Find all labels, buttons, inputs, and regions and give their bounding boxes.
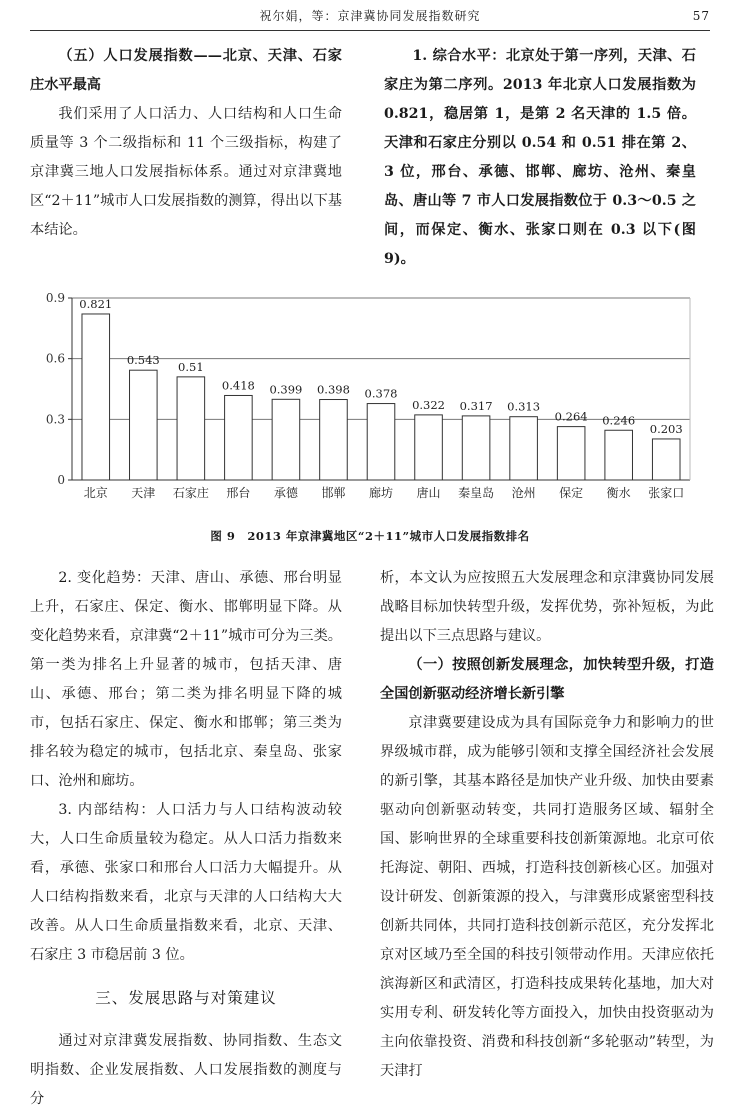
data-label: 0.821 — [79, 296, 113, 311]
left-column-bottom — [30, 564, 342, 1114]
bar — [557, 427, 585, 480]
bar — [462, 416, 490, 480]
x-tick-label: 秦皇岛 — [458, 486, 495, 500]
section-heading-suggestions: 三、发展思路与对策建议 — [95, 989, 277, 1007]
paragraph-population-intro: 我们采用了人口活力、人口结构和人口生命质量等 3 个二级指标和 11 个三级指标，构建了京津冀三地人口发展指标体系。通过对京津冀地区“2＋11”城市人口发展指数的测算，得出以下基本结论。 — [30, 106, 342, 238]
data-label: 0.203 — [649, 421, 683, 436]
x-tick-label: 廊坊 — [368, 486, 394, 500]
data-label: 0.246 — [602, 413, 636, 428]
running-head — [30, 0, 710, 31]
data-label: 0.322 — [412, 397, 446, 412]
figure-caption: 图 9 2013 年京津冀地区“2＋11”城市人口发展指数排名 — [210, 529, 530, 543]
bar — [130, 370, 158, 480]
x-tick-label: 北京 — [83, 486, 108, 500]
running-title: 祝尔娟，等：京津冀协同发展指数研究 — [259, 8, 481, 23]
y-tick-label: 0.3 — [45, 412, 65, 427]
data-label: 0.317 — [459, 398, 493, 413]
data-label: 0.418 — [221, 378, 255, 393]
right-column-top — [384, 42, 696, 274]
data-label: 0.398 — [316, 382, 350, 397]
right-column-bottom — [380, 564, 714, 1086]
data-label: 0.264 — [554, 409, 588, 424]
subheading-innovation: （一）按照创新发展理念，加快转型升级，打造全国创新驱动经济增长新引擎 — [380, 657, 714, 702]
paragraph-trend: 2. 变化趋势：天津、唐山、承德、邢台明显上升，石家庄、保定、衡水、邯郸明显下降。从变化趋势来看，京津冀“2＋11”城市可分为三类。第一类为排名上升显著的城市，包括天津、唐山、承德、邢台；第二类为排名明显下降的城市，包括石家庄、保定、衡水和邯郸；第三类为排名较为稳定的城市，包括北京、秦皇岛、张家口、沧州和廊坊。 — [30, 570, 342, 789]
x-tick-label: 张家口 — [648, 486, 685, 500]
paragraph-structure: 3. 内部结构：人口活力与人口结构波动较大，人口生命质量较为稳定。从人口活力指数来看，承德、张家口和邢台人口活力大幅提升。从人口结构指数来看，北京与天津的人口结构大大改善。从人口生命质量指数来看，北京、天津、石家庄 3 市稳居前 3 位。 — [30, 802, 342, 963]
y-tick-label: 0.6 — [45, 351, 65, 366]
bar-chart — [30, 282, 710, 512]
bar — [320, 400, 348, 480]
paragraph-overall-level: 1. 综合水平：北京处于第一序列，天津、石家庄为第二序列。2013 年北京人口发展指数为 0.821，稳居第 1，是第 2 名天津的 1.5 倍。天津和石家庄分别以 0.54 和 0.51 排在第 2、3 位，邢台、承德、邯郸、廊坊、沧州、秦皇岛、唐山等 7 市人口发展指数位于 0.3～0.5 之间，而保定、衡水、张家口则在 0.3 以下(图 9)。 — [384, 48, 696, 267]
bar — [415, 415, 443, 480]
paragraph-suggestions-intro: 通过对京津冀发展指数、协同指数、生态文明指数、企业发展指数、人口发展指数的测度与分 — [30, 1033, 342, 1107]
x-tick-label: 衡水 — [606, 486, 631, 500]
data-label: 0.378 — [364, 386, 398, 401]
paragraph-innovation: 京津冀要建设成为具有国际竞争力和影响力的世界级城市群，成为能够引领和支撑全国经济社会发展的新引擎，其基本路径是加快产业升级、加快由要素驱动向创新驱动转变，共同打造服务区域、辐射全国、影响世界的全球重要科技创新策源地。北京可依托海淀、朝阳、西城，打造科技创新核心区。加强对设计研发、创新策源的投入，与津冀形成紧密型科技创新共同体，共同打造科技创新示范区，充分发挥北京对区域乃至全国的科技引领带动作用。天津应依托滨海新区和武清区，打造科技成果转化基地，加大对实用专利、研发转化等方面投入，加快由投资驱动为主向依靠投资、消费和科技创新“多轮驱动”转型，为天津打 — [380, 715, 714, 1079]
y-tick-label: 0 — [57, 473, 65, 487]
data-label: 0.313 — [507, 399, 541, 414]
y-tick-label: 0.9 — [45, 291, 65, 305]
left-column-top — [30, 42, 342, 245]
data-label: 0.51 — [178, 359, 204, 374]
x-tick-label: 沧州 — [511, 486, 536, 500]
section-heading-population: （五）人口发展指数——北京、天津、石家庄水平最高 — [30, 48, 342, 93]
data-label: 0.399 — [269, 382, 303, 397]
bar — [177, 377, 205, 480]
bar — [82, 314, 110, 480]
x-tick-label: 石家庄 — [172, 486, 209, 500]
x-tick-label: 天津 — [131, 486, 156, 500]
bar — [652, 439, 680, 480]
page-number: 57 — [692, 9, 710, 23]
paragraph-suggestions-cont: 析，本文认为应按照五大发展理念和京津冀协同发展战略目标加快转型升级，发挥优势，弥补短板，为此提出以下三点思路与建议。 — [380, 570, 714, 644]
bar — [272, 399, 300, 480]
x-tick-label: 邢台 — [226, 486, 251, 500]
x-tick-label: 保定 — [559, 486, 584, 500]
x-tick-label: 唐山 — [416, 486, 441, 500]
x-tick-label: 承德 — [273, 486, 298, 500]
bar — [605, 430, 633, 480]
x-tick-label: 邯郸 — [321, 486, 346, 500]
data-label: 0.543 — [126, 353, 160, 368]
bar — [367, 404, 395, 480]
bar — [510, 417, 538, 480]
figure-9-chart — [30, 282, 710, 512]
bar — [225, 395, 253, 480]
